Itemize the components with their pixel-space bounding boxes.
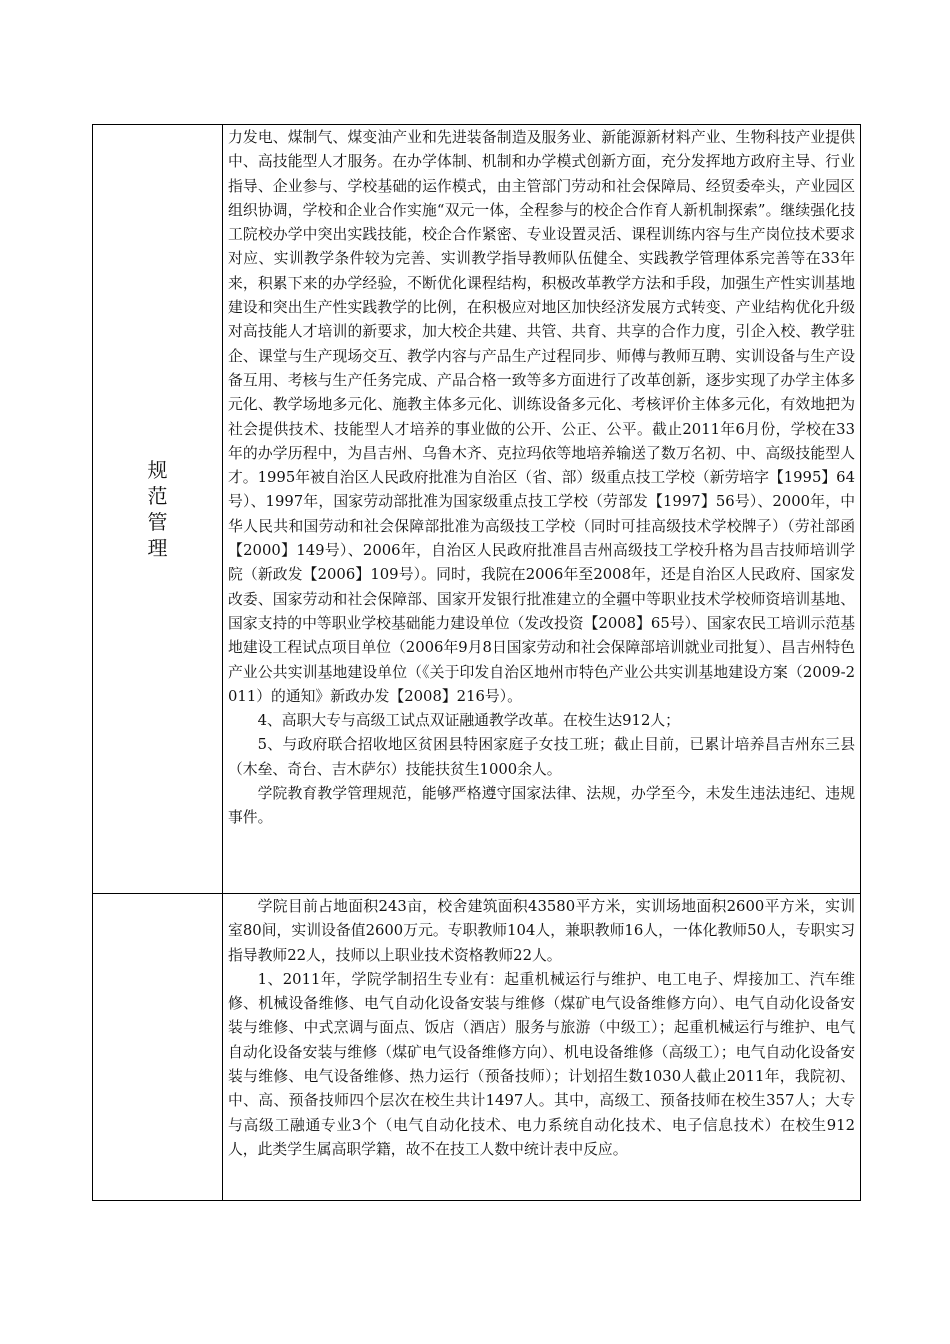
paragraph: 力发电、煤制气、煤变油产业和先进装备制造及服务业、新能源新材料产业、生物科技产业提供中、高技能型人才服务。在办学体制、机制和办学模式创新方面，充分发挥地方政府主导、行业指导、企业参与、学校基础的运作模式，由主管部门劳动和社会保障局、经贸委牵头，产业园区组织协调，学校和企业合作实施“双元一体，全程参与的校企合作育人新机制探索”。继续强化技工院校办学中突出实践技能，校企合作紧密、专业设置灵活、课程训练内容与生产岗位技术要求对应、实训教学条件较为完善、实训教学指导教师队伍健全、实践教学管理体系完善等在33年来，积累下来的办学经验，不断优化课程结构，积极改革教学方法和手段，加强生产性实训基地建设和突出生产性实践教学的比例，在积极应对地区加快经济发展方式转变、产业结构优化升级对高技能人才培训的新要求，加大校企共建、共管、共育、共享的合作力度，引企入校、教学驻企、课堂与生产现场交互、教学内容与产品生产过程同步、师傅与教师互聘、实训设备与生产设备互用、考核与生产任务完成、产品合格一致等多方面进行了改革创新，逐步实现了办学主体多元化、教学场地多元化、施教主体多元化、训练设备多元化、考核评价主体多元化，有效地把为社会提供技术、技能型人才培养的事业做的公开、公正、公平。截止2011年6月份，学校在33年的办学历程中，为昌吉州、乌鲁木齐、克拉玛依等地培养输送了数万名初、中、高级技能型人才。1995年被自治区人民政府批准为自治区（省、部）级重点技工学校（新劳培字【1995】64号）、1997年，国家劳动部批准为国家级重点技工学校（劳部发【1997】56号）、2000年，中华人民共和国劳动和社会保障部批准为高级技工学校（同时可挂高级技术学校牌子）（劳社部函【2000】149号）、2006年，自治区人民政府批准昌吉州高级技工学校升格为昌吉技师培训学院（新政发【2006】109号）。同时，我院在2006年至2008年，还是自治区人民政府、国家发改委、国家劳动和社会保障部、国家开发银行批准建立的全疆中等职业技术学校师资培训基地、国家支持的中等职业学校基础能力建设单位（发改投资【2008】65号）、国家农民工培训示范基地建设工程试点项目单位（2006年9月8日国家劳动和社会保障部培训就业司批复）、昌吉州特色产业公共实训基地建设单位（《关于印发自治区地州市特色产业公共实训基地建设方案（2009-2011）的通知》新政办发【2008】216号）。 (228, 129, 855, 705)
row-label-cell (93, 894, 223, 1201)
table-row (93, 125, 861, 894)
label-char: 规 (147, 458, 168, 482)
paragraph: 学院教育教学管理规范，能够严格遵守国家法律、法规，办学至今，未发生违法违纪、违规事件。 (228, 785, 855, 827)
paragraph: 5、与政府联合招收地区贫困县特困家庭子女技工班；截止目前，已累计培养昌吉州东三县（木垒、奇台、吉木萨尔）技能扶贫生1000余人。 (228, 736, 855, 778)
row-label-cell (93, 125, 223, 894)
row-content-cell (223, 894, 861, 1201)
paragraph: 4、高职大专与高级工试点双证融通教学改革。在校生达912人； (257, 712, 680, 730)
document-table (92, 124, 861, 1201)
row-content-cell (223, 125, 861, 894)
label-char: 管 (147, 510, 168, 534)
table-row (93, 894, 861, 1201)
paragraph: 学院目前占地面积243亩，校舍建筑面积43580平方米，实训场地面积2600平方米，实训室80间，实训设备值2600万元。专职教师104人，兼职教师16人，一体化教师50人，专职实习指导教师22人，技师以上职业技术资格教师22人。 (228, 898, 855, 964)
label-char: 范 (147, 484, 168, 508)
paragraph: 1、2011年，学院学制招生专业有：起重机械运行与维护、电工电子、焊接加工、汽车维修、机械设备维修、电气自动化设备安装与维修（煤矿电气设备维修方向）、电气自动化设备安装与维修、中式烹调与面点、饭店（酒店）服务与旅游（中级工）；起重机械运行与维护、电气自动化设备安装与维修（煤矿电气设备维修方向）、机电设备维修（高级工）；电气自动化设备安装与维修、电气设备维修、热力运行（预备技师）；计划招生数1030人截止2011年，我院初、中、高、预备技师四个层次在校生共计1497人。其中，高级工、预备技师在校生357人；大专与高级工融通专业3个（电气自动化技术、电力系统自动化技术、电子信息技术）在校生912人，此类学生属高职学籍，故不在技工人数中统计表中反应。 (228, 970, 855, 1158)
row-label-vertical (148, 457, 168, 561)
label-char: 理 (147, 536, 168, 560)
